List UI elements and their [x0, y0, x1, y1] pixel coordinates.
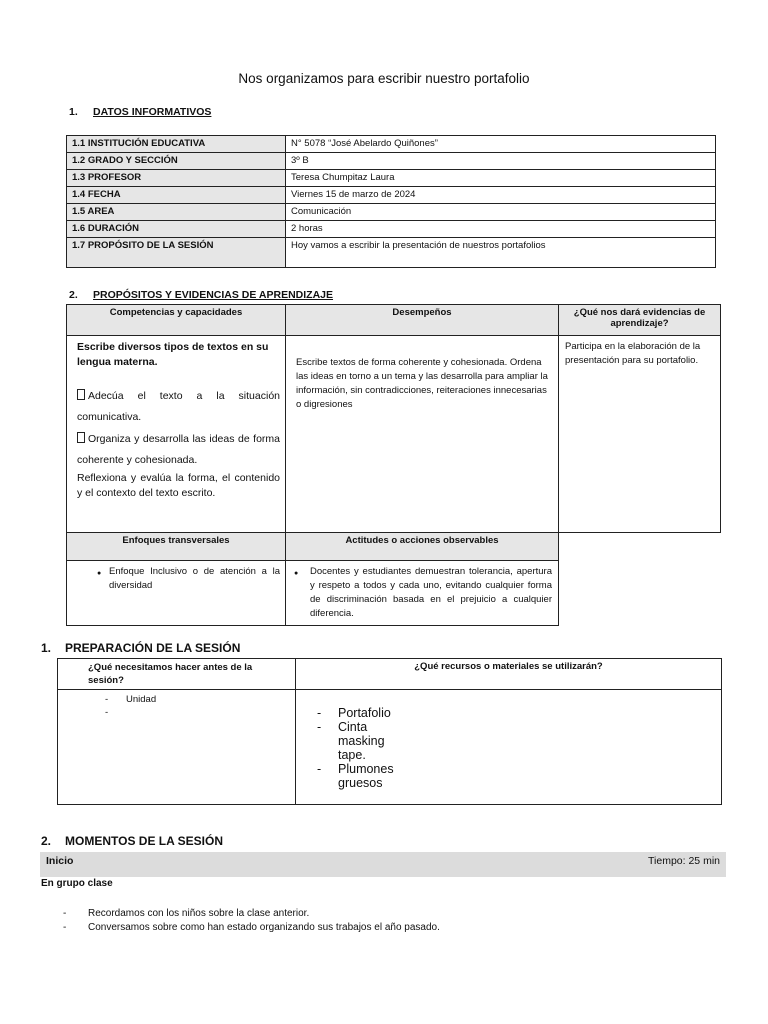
info-value: Comunicación — [286, 204, 716, 221]
table-row — [67, 336, 721, 533]
section-number: 2. — [69, 289, 78, 301]
section-title: MOMENTOS DE LA SESIÓN — [65, 834, 224, 848]
empty-cell — [559, 533, 721, 561]
column-header: ¿Qué recursos o materiales se utilizarán? — [296, 659, 722, 690]
section-title: DATOS INFORMATIVOS — [93, 106, 212, 118]
table-row — [67, 153, 716, 170]
page-title: Nos organizamos para escribir nuestro portafolio — [238, 71, 530, 86]
column-header: Competencias y capacidades — [67, 305, 286, 336]
table-row — [67, 305, 721, 336]
info-label: 1.4 FECHA — [67, 187, 286, 204]
list-item: - Unidad — [102, 693, 290, 706]
antes-list — [102, 693, 290, 706]
actitud-item: ● Docentes y estudiantes demuestran tolerancia, apertura y respeto a todos y cada uno, evitando cualquier forma de discriminación basada en el prejuicio a cualquier diferencia. — [292, 565, 552, 621]
info-value: Teresa Chumpitaz Laura — [286, 170, 716, 187]
list-item: - Portafolio — [314, 706, 384, 720]
table-row — [67, 204, 716, 221]
info-label: 1.3 PROFESOR — [67, 170, 286, 187]
column-header: ¿Qué necesitamos hacer antes de la sesión? — [58, 659, 296, 690]
preparation-table — [57, 658, 722, 805]
info-value: 3º B — [286, 153, 716, 170]
antes-cell — [58, 690, 296, 805]
table-row — [58, 690, 722, 805]
desempeno-cell: Escribe textos de forma coherente y cohesionada. Ordena las ideas en torno a un tema y las desarrolla para ampliar la información, sin contradicciones, reiteraciones innecesarias o digresiones — [286, 336, 559, 533]
section-title: PREPARACIÓN DE LA SESIÓN — [65, 641, 241, 655]
section-number: 2. — [41, 834, 52, 848]
actitud-cell — [286, 561, 559, 626]
column-header: Enfoques transversales — [67, 533, 286, 561]
actividades-list — [60, 907, 440, 935]
evidencia-cell: Participa en la elaboración de la presentación para su portafolio. — [559, 336, 721, 533]
table-row — [67, 187, 716, 204]
section-heading-preparacion — [41, 641, 240, 655]
enfoque-item: ● Enfoque Inclusivo o de atención a la diversidad — [95, 565, 280, 593]
info-label: 1.5 AREA — [67, 204, 286, 221]
list-item: - Recordamos con los niños sobre la clase anterior. — [60, 907, 440, 921]
info-label: 1.7 PROPÓSITO DE LA SESIÓN — [67, 238, 286, 268]
capacidad-text: Adecúa el texto a la situación comunicativa. — [77, 390, 280, 423]
table-row — [58, 659, 722, 690]
list-item: - Plumones gruesos — [314, 762, 384, 790]
inicio-label: Inicio — [46, 855, 74, 867]
info-table — [66, 135, 716, 268]
inicio-tiempo: Tiempo: 25 min — [648, 855, 720, 867]
section-heading-propositos — [69, 289, 333, 301]
section-number: 1. — [69, 106, 78, 118]
info-value: 2 horas — [286, 221, 716, 238]
info-label: 1.2 GRADO Y SECCIÓN — [67, 153, 286, 170]
enfoque-cell — [67, 561, 286, 626]
list-item: - Cinta masking tape. — [314, 720, 384, 762]
table-row — [67, 561, 721, 626]
capacidad-item — [77, 386, 280, 428]
info-value: N° 5078 “José Abelardo Quiñones” — [286, 136, 716, 153]
table-row — [67, 170, 716, 187]
info-label: 1.6 DURACIÓN — [67, 221, 286, 238]
checkbox-icon — [77, 432, 85, 443]
table-row — [67, 221, 716, 238]
purposes-table — [66, 304, 721, 626]
competencias-cell — [67, 336, 286, 533]
table-row — [67, 533, 721, 561]
recursos-list — [314, 706, 394, 790]
grupo-label: En grupo clase — [41, 878, 113, 889]
table-row — [67, 136, 716, 153]
table-row — [67, 238, 716, 268]
checkbox-icon — [77, 389, 85, 400]
empty-cell — [559, 561, 721, 626]
column-header: Actitudes o acciones observables — [286, 533, 559, 561]
capacidad-item — [77, 429, 280, 471]
column-header: ¿Qué nos dará evidencias de aprendizaje? — [559, 305, 721, 336]
section-heading-datos — [69, 106, 211, 118]
capacidad-text: Reflexiona y evalúa la forma, el contenido y el contexto del texto escrito. — [77, 472, 280, 499]
section-title: PROPÓSITOS Y EVIDENCIAS DE APRENDIZAJE — [93, 289, 334, 301]
info-value: Hoy vamos a escribir la presentación de nuestros portafolios — [286, 238, 716, 268]
capacidad-text: Organiza y desarrolla las ideas de forma coherente y cohesionada. — [77, 433, 280, 466]
list-item: - Conversamos sobre como han estado organizando sus trabajos el año pasado. — [60, 921, 440, 935]
info-value: Viernes 15 de marzo de 2024 — [286, 187, 716, 204]
inicio-bar — [40, 852, 726, 877]
section-number: 1. — [41, 641, 52, 655]
info-label: 1.1 INSTITUCIÓN EDUCATIVA — [67, 136, 286, 153]
section-heading-momentos — [41, 834, 223, 848]
competencia-title: Escribe diversos tipos de textos en su lengua materna. — [77, 341, 269, 368]
column-header: Desempeños — [286, 305, 559, 336]
recursos-cell — [296, 690, 722, 805]
